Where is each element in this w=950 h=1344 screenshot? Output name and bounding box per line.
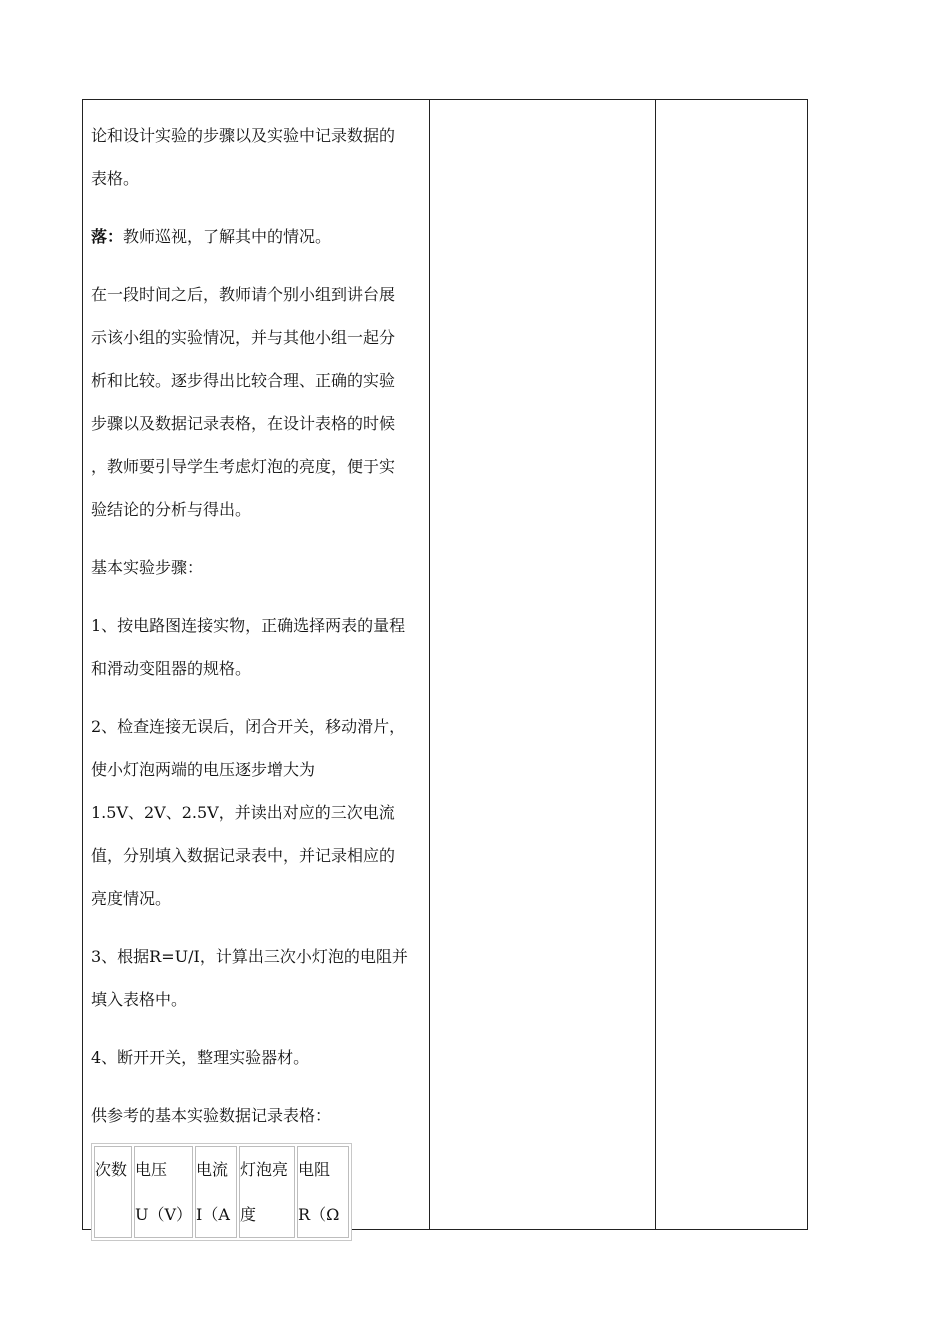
paragraph-gap <box>91 597 423 612</box>
header-text: U（V） <box>135 1205 193 1224</box>
paragraph-line: 验结论的分析与得出。 <box>91 500 252 519</box>
header-text: 灯泡亮 <box>240 1160 289 1179</box>
paragraph-line: 基本实验步骤： <box>91 558 204 577</box>
paragraph-gap <box>91 928 423 943</box>
paragraph-line: 落：教师巡视，了解其中的情况。 <box>91 227 332 246</box>
header-text: 度 <box>240 1205 257 1224</box>
paragraph <box>91 713 423 943</box>
header-cell-current <box>195 1146 237 1238</box>
paragraph <box>91 122 423 223</box>
paragraph-line: 示该小组的实验情况，并与其他小组一起分 <box>91 328 396 347</box>
header-text: R（Ω <box>298 1205 340 1224</box>
paragraph-line: 4、断开开关，整理实验器材。 <box>91 1048 310 1067</box>
paragraph-gap <box>91 1029 423 1044</box>
paragraph-line: 1、按电路图连接实物，正确选择两表的量程 <box>91 616 406 635</box>
paragraph-line: 亮度情况。 <box>91 889 172 908</box>
header-cell-brightness <box>239 1146 295 1238</box>
paragraph-line: 表格。 <box>91 169 140 188</box>
bold-label: 落： <box>91 227 124 246</box>
experiment-data-table <box>91 1143 352 1241</box>
paragraph <box>91 1044 423 1102</box>
paragraph <box>91 223 423 281</box>
paragraph-line: 在一段时间之后，教师请个别小组到讲台展 <box>91 285 396 304</box>
table-row <box>94 1146 349 1238</box>
paragraph-gap <box>91 208 423 223</box>
paragraph-gap <box>91 539 423 554</box>
header-cell-resistance <box>297 1146 349 1238</box>
paragraph-line: 供参考的基本实验数据记录表格： <box>91 1106 332 1125</box>
header-cell-count <box>94 1146 132 1238</box>
column-divider-2 <box>655 100 656 1229</box>
lesson-table-frame <box>82 99 808 1230</box>
paragraph-gap <box>91 698 423 713</box>
column-divider-1 <box>429 100 430 1229</box>
paragraph-line: 论和设计实验的步骤以及实验中记录数据的 <box>91 126 396 145</box>
header-text: 电压 <box>135 1160 168 1179</box>
paragraph <box>91 943 423 1044</box>
paragraph-line: 2、检查连接无误后，闭合开关，移动滑片， <box>91 717 406 736</box>
paragraph-line: 3、根据R=U/I，计算出三次小灯泡的电阻并 <box>91 947 408 966</box>
paragraph-line: 使小灯泡两端的电压逐步增大为 <box>91 760 316 779</box>
paragraph-line: 值，分别填入数据记录表中，并记录相应的 <box>91 846 396 865</box>
paragraph-line: 析和比较。逐步得出比较合理、正确的实验 <box>91 371 396 390</box>
header-text: 次数 <box>95 1160 128 1179</box>
header-text: 电阻 <box>298 1160 331 1179</box>
lesson-content-column <box>91 122 423 1160</box>
paragraph-line: ，教师要引导学生考虑灯泡的亮度，便于实 <box>91 457 396 476</box>
paragraph <box>91 612 423 713</box>
paragraph-gap <box>91 1087 423 1102</box>
paragraph-line: 1.5V、2V、2.5V，并读出对应的三次电流 <box>91 803 395 822</box>
paragraph-line: 步骤以及数据记录表格，在设计表格的时候 <box>91 414 396 433</box>
paragraph-gap <box>91 266 423 281</box>
header-cell-voltage <box>134 1146 193 1238</box>
paragraph <box>91 281 423 554</box>
paragraph-line: 填入表格中。 <box>91 990 188 1009</box>
header-text: 电流 <box>196 1160 229 1179</box>
paragraph-line: 和滑动变阻器的规格。 <box>91 659 252 678</box>
paragraph <box>91 554 423 612</box>
header-text: I（A <box>196 1205 230 1224</box>
